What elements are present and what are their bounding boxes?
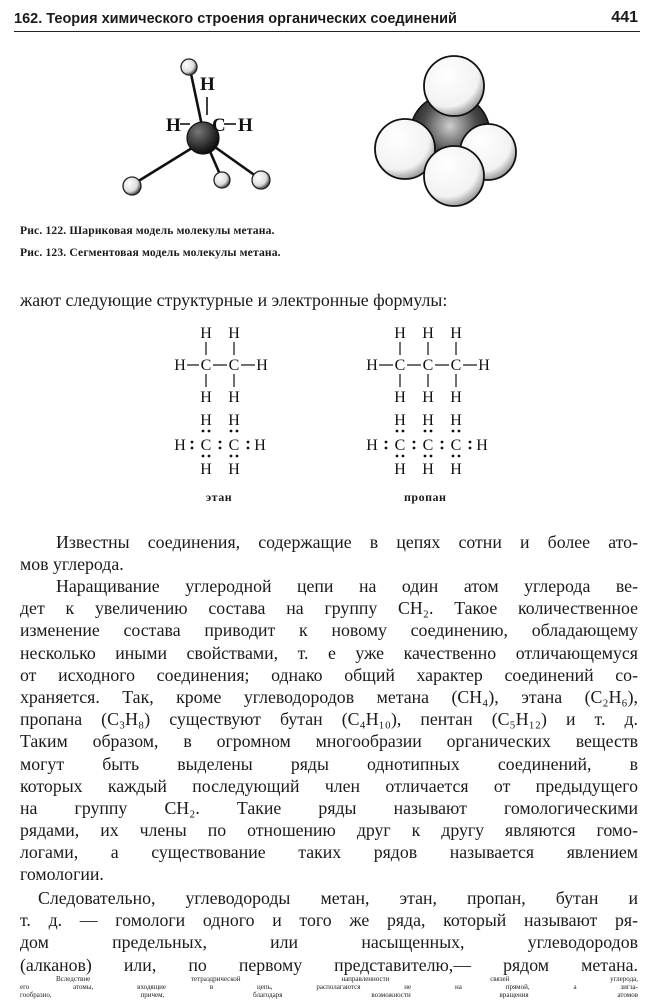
svg-text:H: H xyxy=(200,389,212,406)
paragraph-1: Известны соединения, содержащие в цепях сотни и более ато- мов углерода. xyxy=(20,532,638,575)
svg-text:C: C xyxy=(422,357,434,374)
svg-text:H: H xyxy=(450,461,462,478)
running-header xyxy=(14,9,640,32)
svg-text:H: H xyxy=(394,325,406,342)
ball-model-figure xyxy=(110,52,290,202)
svg-text:H: H xyxy=(394,389,406,406)
intro-line: жают следующие структурные и электронные формулы: xyxy=(20,290,448,310)
paragraph-4-line: его атомы, входящие в цепь, располагаются не на прямой, а зигза- xyxy=(20,983,638,991)
svg-text:H: H xyxy=(366,437,378,454)
svg-text:C: C xyxy=(422,437,434,454)
segment-model-figure xyxy=(372,52,522,212)
svg-text:H: H xyxy=(228,389,240,406)
svg-text:H: H xyxy=(394,412,406,429)
svg-text:C: C xyxy=(200,357,212,374)
svg-text:C: C xyxy=(450,357,462,374)
svg-text:H: H xyxy=(228,461,240,478)
svg-text:H: H xyxy=(422,412,434,429)
svg-text:H: H xyxy=(450,325,462,342)
svg-text:H: H xyxy=(174,437,186,454)
svg-text:H: H xyxy=(256,357,268,374)
svg-text:C: C xyxy=(200,437,212,454)
svg-text:C: C xyxy=(394,357,406,374)
svg-text:H: H xyxy=(228,412,240,429)
svg-text:H: H xyxy=(450,389,462,406)
svg-text:H: H xyxy=(366,357,378,374)
paragraph-4 xyxy=(20,975,638,999)
svg-text:H: H xyxy=(422,389,434,406)
c-label: C xyxy=(212,115,226,136)
svg-text:C: C xyxy=(228,357,240,374)
paragraph-2: Наращивание углеродной цепи на один атом углерода ве- дет к увеличению состава на группу CH₂. Такое количественное изменение состава приводит к новому соединению, обладающему несколько иными свойствами, т. е уже качественно отличающемуся от исходного соединения; однако общий характер соединений со- храняется. Так, кроме углеводородов метана (CH₄), этана (C₂H₆), пропана (C₃H₈) существуют бутан (C₄H₁₀), пентан (C₅H₁₂) и т. д. Таким образом, в огромном многообразии органических веществ могут быть выделены ряды однотипных соединений, в которых каждый последующий член отличается от предыдущего на группу CH₂. Такие ряды называют гомологическими рядами, их члены по отношению друг к другу являются гомо- логами, а существование таких рядов называется явлением гомологии. xyxy=(20,576,638,885)
svg-text:H: H xyxy=(422,461,434,478)
ethane-label: этан xyxy=(206,490,233,504)
svg-text:H: H xyxy=(200,412,212,429)
svg-text:H: H xyxy=(228,325,240,342)
h-label-left: H xyxy=(166,115,181,136)
svg-text:C: C xyxy=(228,437,240,454)
figure-122-caption: Рис. 122. Шариковая модель молекулы метана. xyxy=(20,224,275,237)
svg-text:H: H xyxy=(254,437,266,454)
svg-text:C: C xyxy=(394,437,406,454)
ethane-formula xyxy=(168,322,278,482)
svg-text:H: H xyxy=(450,412,462,429)
svg-text:C: C xyxy=(450,437,462,454)
propane-label: пропан xyxy=(404,490,447,504)
svg-text:H: H xyxy=(200,325,212,342)
svg-text:H: H xyxy=(200,461,212,478)
figure-123-caption: Рис. 123. Сегментовая модель молекулы метана. xyxy=(20,246,281,259)
section-title: 162. Теория химического строения органических соединений xyxy=(14,11,457,27)
svg-text:H: H xyxy=(422,325,434,342)
svg-text:H: H xyxy=(476,437,488,454)
paragraph-4-line: Вследствие тетраэдрической направленности связей углерода, xyxy=(56,975,638,983)
svg-text:H: H xyxy=(174,357,186,374)
paragraph-4-line: гообразно, причем, благодаря возможности вращения атомов xyxy=(20,991,638,999)
h-label-top: H xyxy=(200,74,215,95)
propane-formula xyxy=(360,322,500,482)
paragraph-3: Следовательно, углеводороды метан, этан, пропан, бутан и т. д. — гомологи одного и того же ряда, который называют ря- дом предельных, или насыщенных, углеводородов (алканов) или, по первому представителю,— рядом метана. xyxy=(20,888,638,975)
page-number: 441 xyxy=(611,9,638,26)
svg-text:H: H xyxy=(478,357,490,374)
svg-text:H: H xyxy=(394,461,406,478)
h-label-right: H xyxy=(238,115,253,136)
